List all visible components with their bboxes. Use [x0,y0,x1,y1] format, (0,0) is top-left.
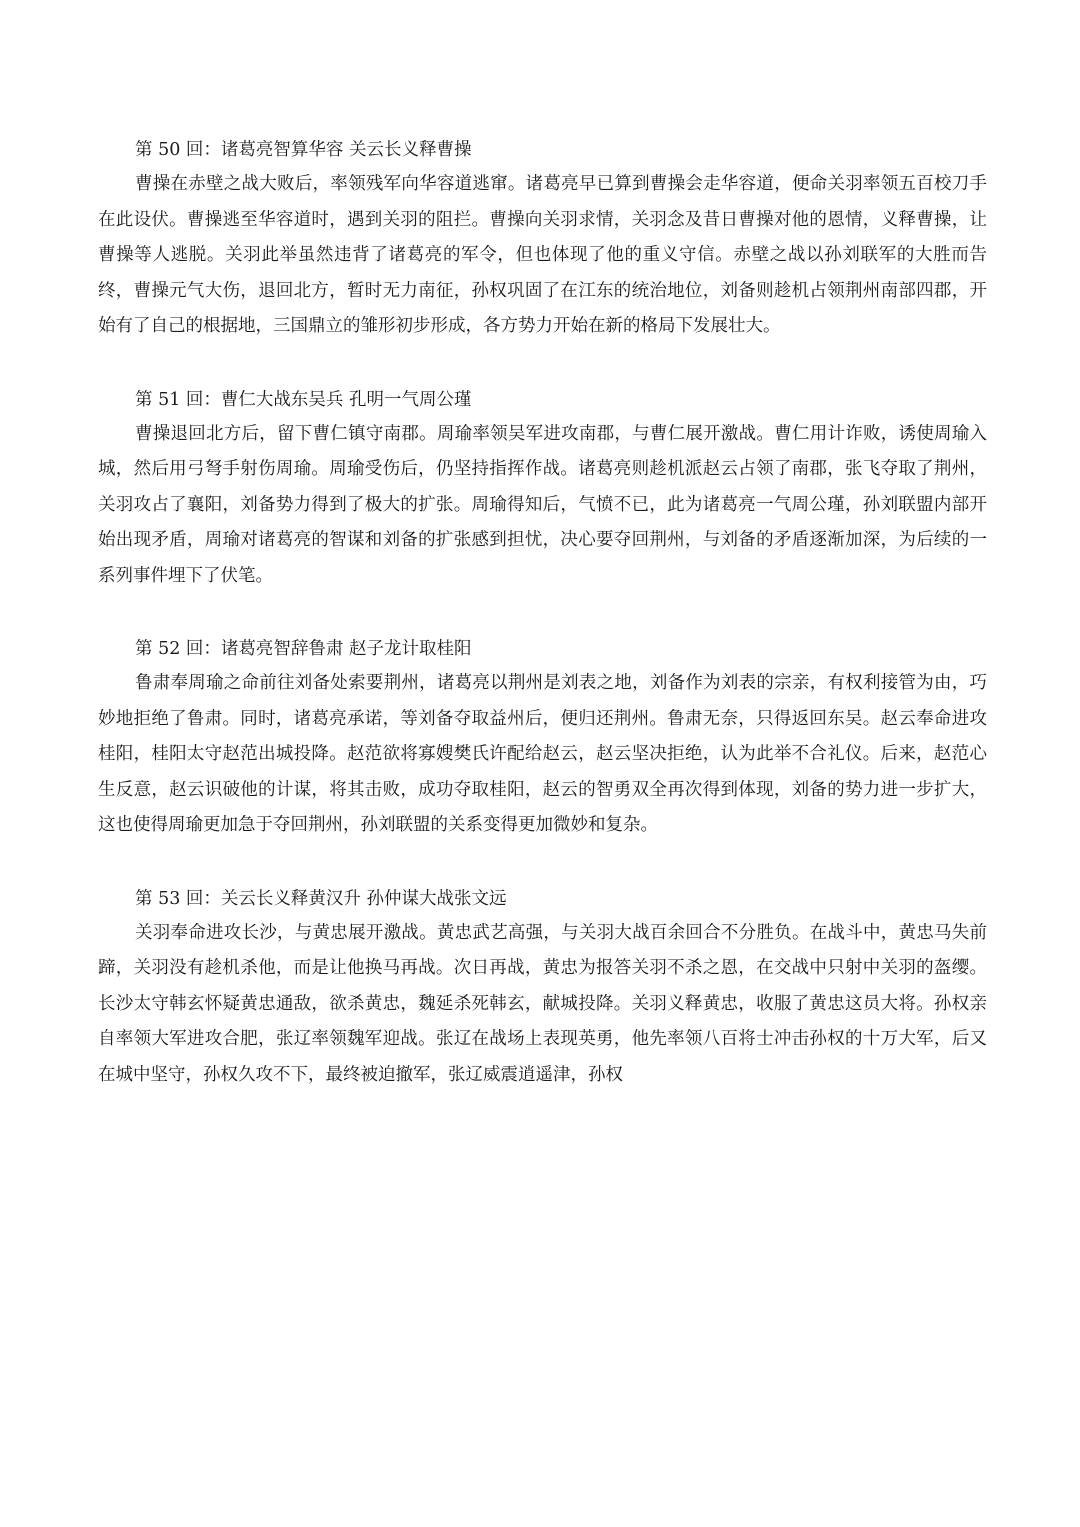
chapter-title: 第 50 回：诸葛亮智算华容 关云长义释曹操 [135,140,472,160]
chapter-body: 曹操在赤壁之战大败后，率领残军向华容道逃窜。诸葛亮早已算到曹操会走华容道，便命关羽率领五百校刀手在此设伏。曹操逃至华容道时，遇到关羽的阻拦。曹操向关羽求情，关羽念及昔日曹操对他的恩情，义释曹操，让曹操等人逃脱。关羽此举虽然违背了诸葛亮的军令，但也体现了他的重义守信。赤壁之战以孙刘联军的大胜而告终，曹操元气大伤，退回北方，暂时无力南征，孙权巩固了在江东的统治地位，刘备则趁机占领荆州南部四郡，开始有了自己的根据地，三国鼎立的雏形初步形成，各方势力开始在新的格局下发展壮大。 [98,174,987,336]
chapter-title: 第 52 回：诸葛亮智辞鲁肃 赵子龙计取桂阳 [135,639,472,659]
chapter-body: 鲁肃奉周瑜之命前往刘备处索要荆州，诸葛亮以荆州是刘表之地，刘备作为刘表的宗亲，有权利接管为由，巧妙地拒绝了鲁肃。同时，诸葛亮承诺，等刘备夺取益州后，便归还荆州。鲁肃无奈，只得返回东吴。赵云奉命进攻桂阳，桂阳太守赵范出城投降。赵范欲将寡嫂樊氏许配给赵云，赵云坚决拒绝，认为此举不合礼仪。后来，赵范心生反意，赵云识破他的计谋，将其击败，成功夺取桂阳，赵云的智勇双全再次得到体现，刘备的势力进一步扩大，这也使得周瑜更加急于夺回荆州，孙刘联盟的关系变得更加微妙和复杂。 [98,673,987,835]
chapter-51 [98,383,987,595]
chapter-title: 第 53 回：关云长义释黄汉升 孙仲谋大战张文远 [135,888,507,909]
chapter-body: 曹操退回北方后，留下曹仁镇守南郡。周瑜率领吴军进攻南郡，与曹仁展开激战。曹仁用计诈败，诱使周瑜入城，然后用弓弩手射伤周瑜。周瑜受伤后，仍坚持指挥作战。诸葛亮则趁机派赵云占领了南郡，张飞夺取了荆州，关羽攻占了襄阳，刘备势力得到了极大的扩张。周瑜得知后，气愤不已，此为诸葛亮一气周公瑾，孙刘联盟内部开始出现矛盾，周瑜对诸葛亮的智谋和刘备的扩张感到担忧，决心要夺回荆州，与刘备的矛盾逐渐加深，为后续的一系列事件埋下了伏笔。 [98,423,987,586]
chapter-52 [98,632,987,844]
chapter-title: 第 51 回：曹仁大战东吴兵 孔明一气周公瑾 [135,389,472,410]
document-page [98,133,987,1131]
chapter-53 [98,882,987,1094]
chapter-body: 关羽奉命进攻长沙，与黄忠展开激战。黄忠武艺高强，与关羽大战百余回合不分胜负。在战斗中，黄忠马失前蹄，关羽没有趁机杀他，而是让他换马再战。次日再战，黄忠为报答关羽不杀之恩，在交战中只射中关羽的盔缨。长沙太守韩玄怀疑黄忠通敌，欲杀黄忠，魏延杀死韩玄，献城投降。关羽义释黄忠，收服了黄忠这员大将。孙权亲自率领大军进攻合肥，张辽率领魏军迎战。张辽在战场上表现英勇，他先率领八百将士冲击孙权的十万大军，后又在城中坚守，孙权久攻不下，最终被迫撤军，张辽威震逍遥津，孙权 [98,922,987,1085]
chapter-50 [98,133,987,345]
